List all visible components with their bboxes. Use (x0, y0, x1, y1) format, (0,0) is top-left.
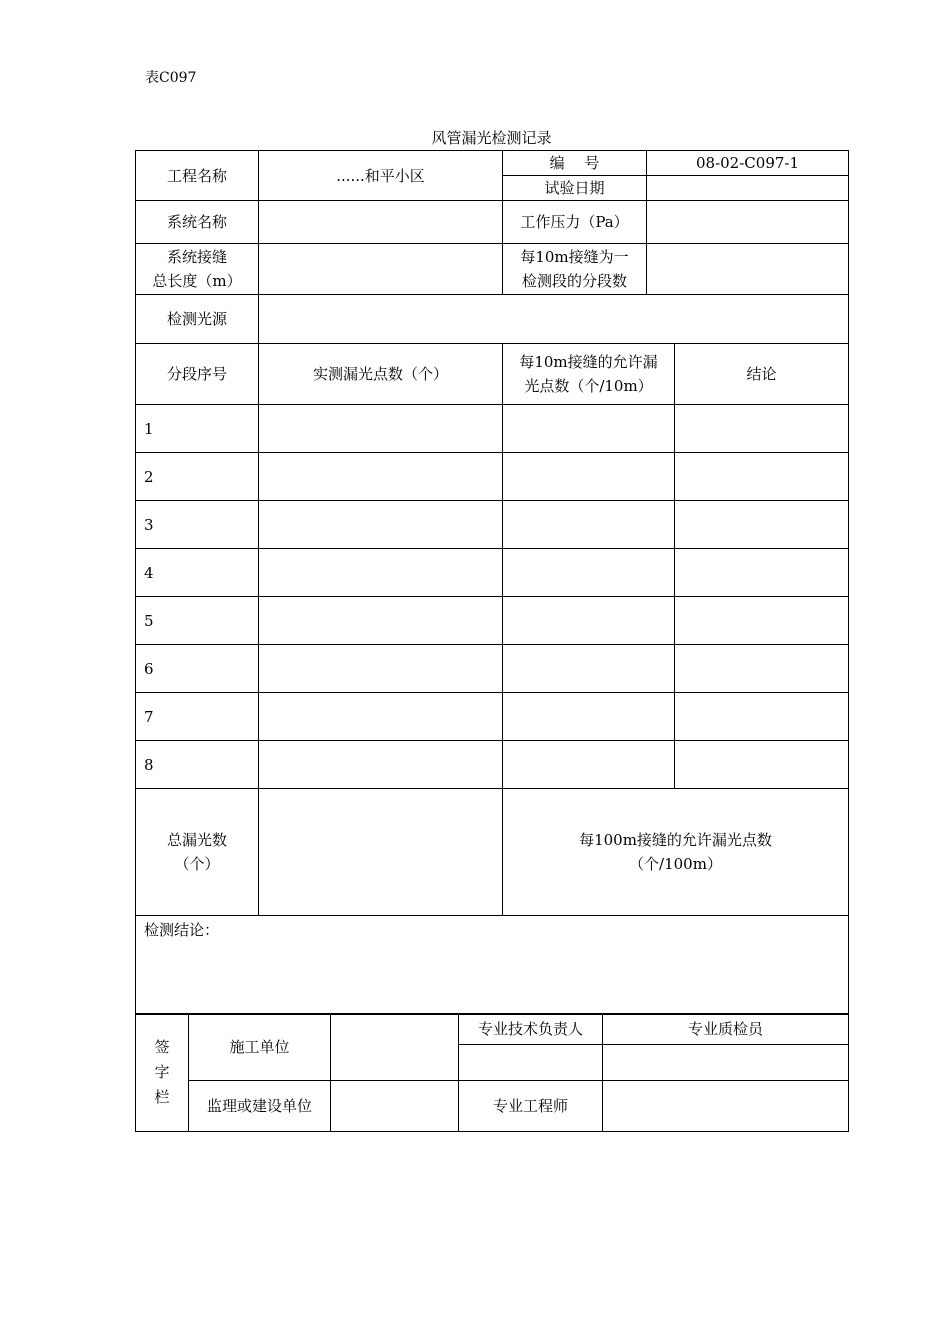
segment-no: 5 (136, 597, 259, 645)
seam-length-label-line2: 总长度（m） (152, 272, 242, 290)
construction-unit-value[interactable] (331, 1014, 459, 1081)
signature-char-1: 签 (154, 1038, 170, 1056)
allowed-cell[interactable] (503, 501, 675, 549)
col-allowed (503, 344, 675, 405)
measured-cell[interactable] (259, 645, 503, 693)
inspection-conclusion-label: 检测结论： (144, 921, 220, 939)
conclusion-cell[interactable] (675, 453, 849, 501)
allowed-cell[interactable] (503, 597, 675, 645)
system-name-value[interactable] (259, 201, 503, 244)
total-label-line1: 总漏光数 (166, 831, 227, 849)
col-measured: 实测漏光点数（个） (259, 344, 503, 405)
table-row (136, 693, 849, 741)
project-name-label: 工程名称 (136, 151, 259, 201)
number-value[interactable]: 08-02-C097-1 (647, 151, 849, 176)
table-row (136, 549, 849, 597)
construction-unit-label: 施工单位 (189, 1014, 331, 1081)
col-allowed-line1: 每10m接缝的允许漏 (519, 353, 658, 371)
allowed-100m-line2: （个/100m） (629, 855, 722, 873)
allowed-cell[interactable] (503, 549, 675, 597)
col-segment-no: 分段序号 (136, 344, 259, 405)
engineer-signature[interactable] (603, 1081, 849, 1132)
conclusion-cell[interactable] (675, 597, 849, 645)
signature-char-3: 栏 (154, 1088, 170, 1106)
table-row (136, 453, 849, 501)
table-row (136, 645, 849, 693)
engineer-label: 专业工程师 (459, 1081, 603, 1132)
segments-value[interactable] (647, 244, 849, 295)
page-title: 风管漏光检测记录 (431, 129, 552, 147)
conclusion-cell[interactable] (675, 501, 849, 549)
form-code: 表C097 (145, 70, 197, 86)
allowed-cell[interactable] (503, 453, 675, 501)
quality-inspector-label: 专业质检员 (603, 1014, 849, 1045)
measured-cell[interactable] (259, 693, 503, 741)
col-allowed-line2: 光点数（个/10m） (524, 377, 653, 395)
light-source-label: 检测光源 (136, 295, 259, 344)
segment-no: 6 (136, 645, 259, 693)
project-name-value[interactable]: ......和平小区 (259, 151, 503, 201)
tech-lead-signature[interactable] (459, 1045, 603, 1081)
segments-label-line2: 检测段的分段数 (521, 272, 627, 290)
signature-char-2: 字 (154, 1063, 170, 1081)
seam-length-value[interactable] (259, 244, 503, 295)
test-date-label: 试验日期 (503, 176, 647, 201)
work-pressure-value[interactable] (647, 201, 849, 244)
conclusion-cell[interactable] (675, 741, 849, 789)
conclusion-cell[interactable] (675, 645, 849, 693)
allowed-100m-line1: 每100m接缝的允许漏光点数 (579, 831, 772, 849)
signature-column (136, 1014, 189, 1132)
allowed-cell[interactable] (503, 405, 675, 453)
seam-length-label-line1: 系统接缝 (166, 248, 227, 266)
allowed-cell[interactable] (503, 693, 675, 741)
system-name-label: 系统名称 (136, 201, 259, 244)
segments-label-line1: 每10m接缝为一 (520, 248, 629, 266)
total-value[interactable] (259, 789, 503, 916)
allowed-cell[interactable] (503, 741, 675, 789)
signature-table (135, 1013, 849, 1132)
table-row (136, 405, 849, 453)
segment-no: 4 (136, 549, 259, 597)
total-label-line2: （个） (174, 855, 220, 873)
measured-cell[interactable] (259, 741, 503, 789)
supervision-unit-label: 监理或建设单位 (189, 1081, 331, 1132)
test-date-value[interactable] (647, 176, 849, 201)
quality-inspector-signature[interactable] (603, 1045, 849, 1081)
conclusion-cell[interactable] (675, 693, 849, 741)
segment-no: 8 (136, 741, 259, 789)
measured-cell[interactable] (259, 549, 503, 597)
segments-label (503, 244, 647, 295)
number-label: 编 号 (503, 151, 647, 176)
segment-no: 2 (136, 453, 259, 501)
work-pressure-label: 工作压力（Pa） (503, 201, 647, 244)
conclusion-cell[interactable] (675, 549, 849, 597)
supervision-unit-value[interactable] (331, 1081, 459, 1132)
allowed-100m (503, 789, 849, 916)
light-source-value[interactable] (259, 295, 849, 344)
allowed-cell[interactable] (503, 645, 675, 693)
measured-cell[interactable] (259, 453, 503, 501)
segment-no: 1 (136, 405, 259, 453)
measured-cell[interactable] (259, 501, 503, 549)
segment-no: 3 (136, 501, 259, 549)
inspection-conclusion[interactable] (136, 916, 849, 1015)
table-row (136, 597, 849, 645)
col-conclusion: 结论 (675, 344, 849, 405)
record-table (135, 150, 849, 1015)
seam-length-label (136, 244, 259, 295)
tech-lead-label: 专业技术负责人 (459, 1014, 603, 1045)
table-row (136, 741, 849, 789)
conclusion-cell[interactable] (675, 405, 849, 453)
table-row (136, 501, 849, 549)
total-label (136, 789, 259, 916)
measured-cell[interactable] (259, 597, 503, 645)
segment-no: 7 (136, 693, 259, 741)
measured-cell[interactable] (259, 405, 503, 453)
